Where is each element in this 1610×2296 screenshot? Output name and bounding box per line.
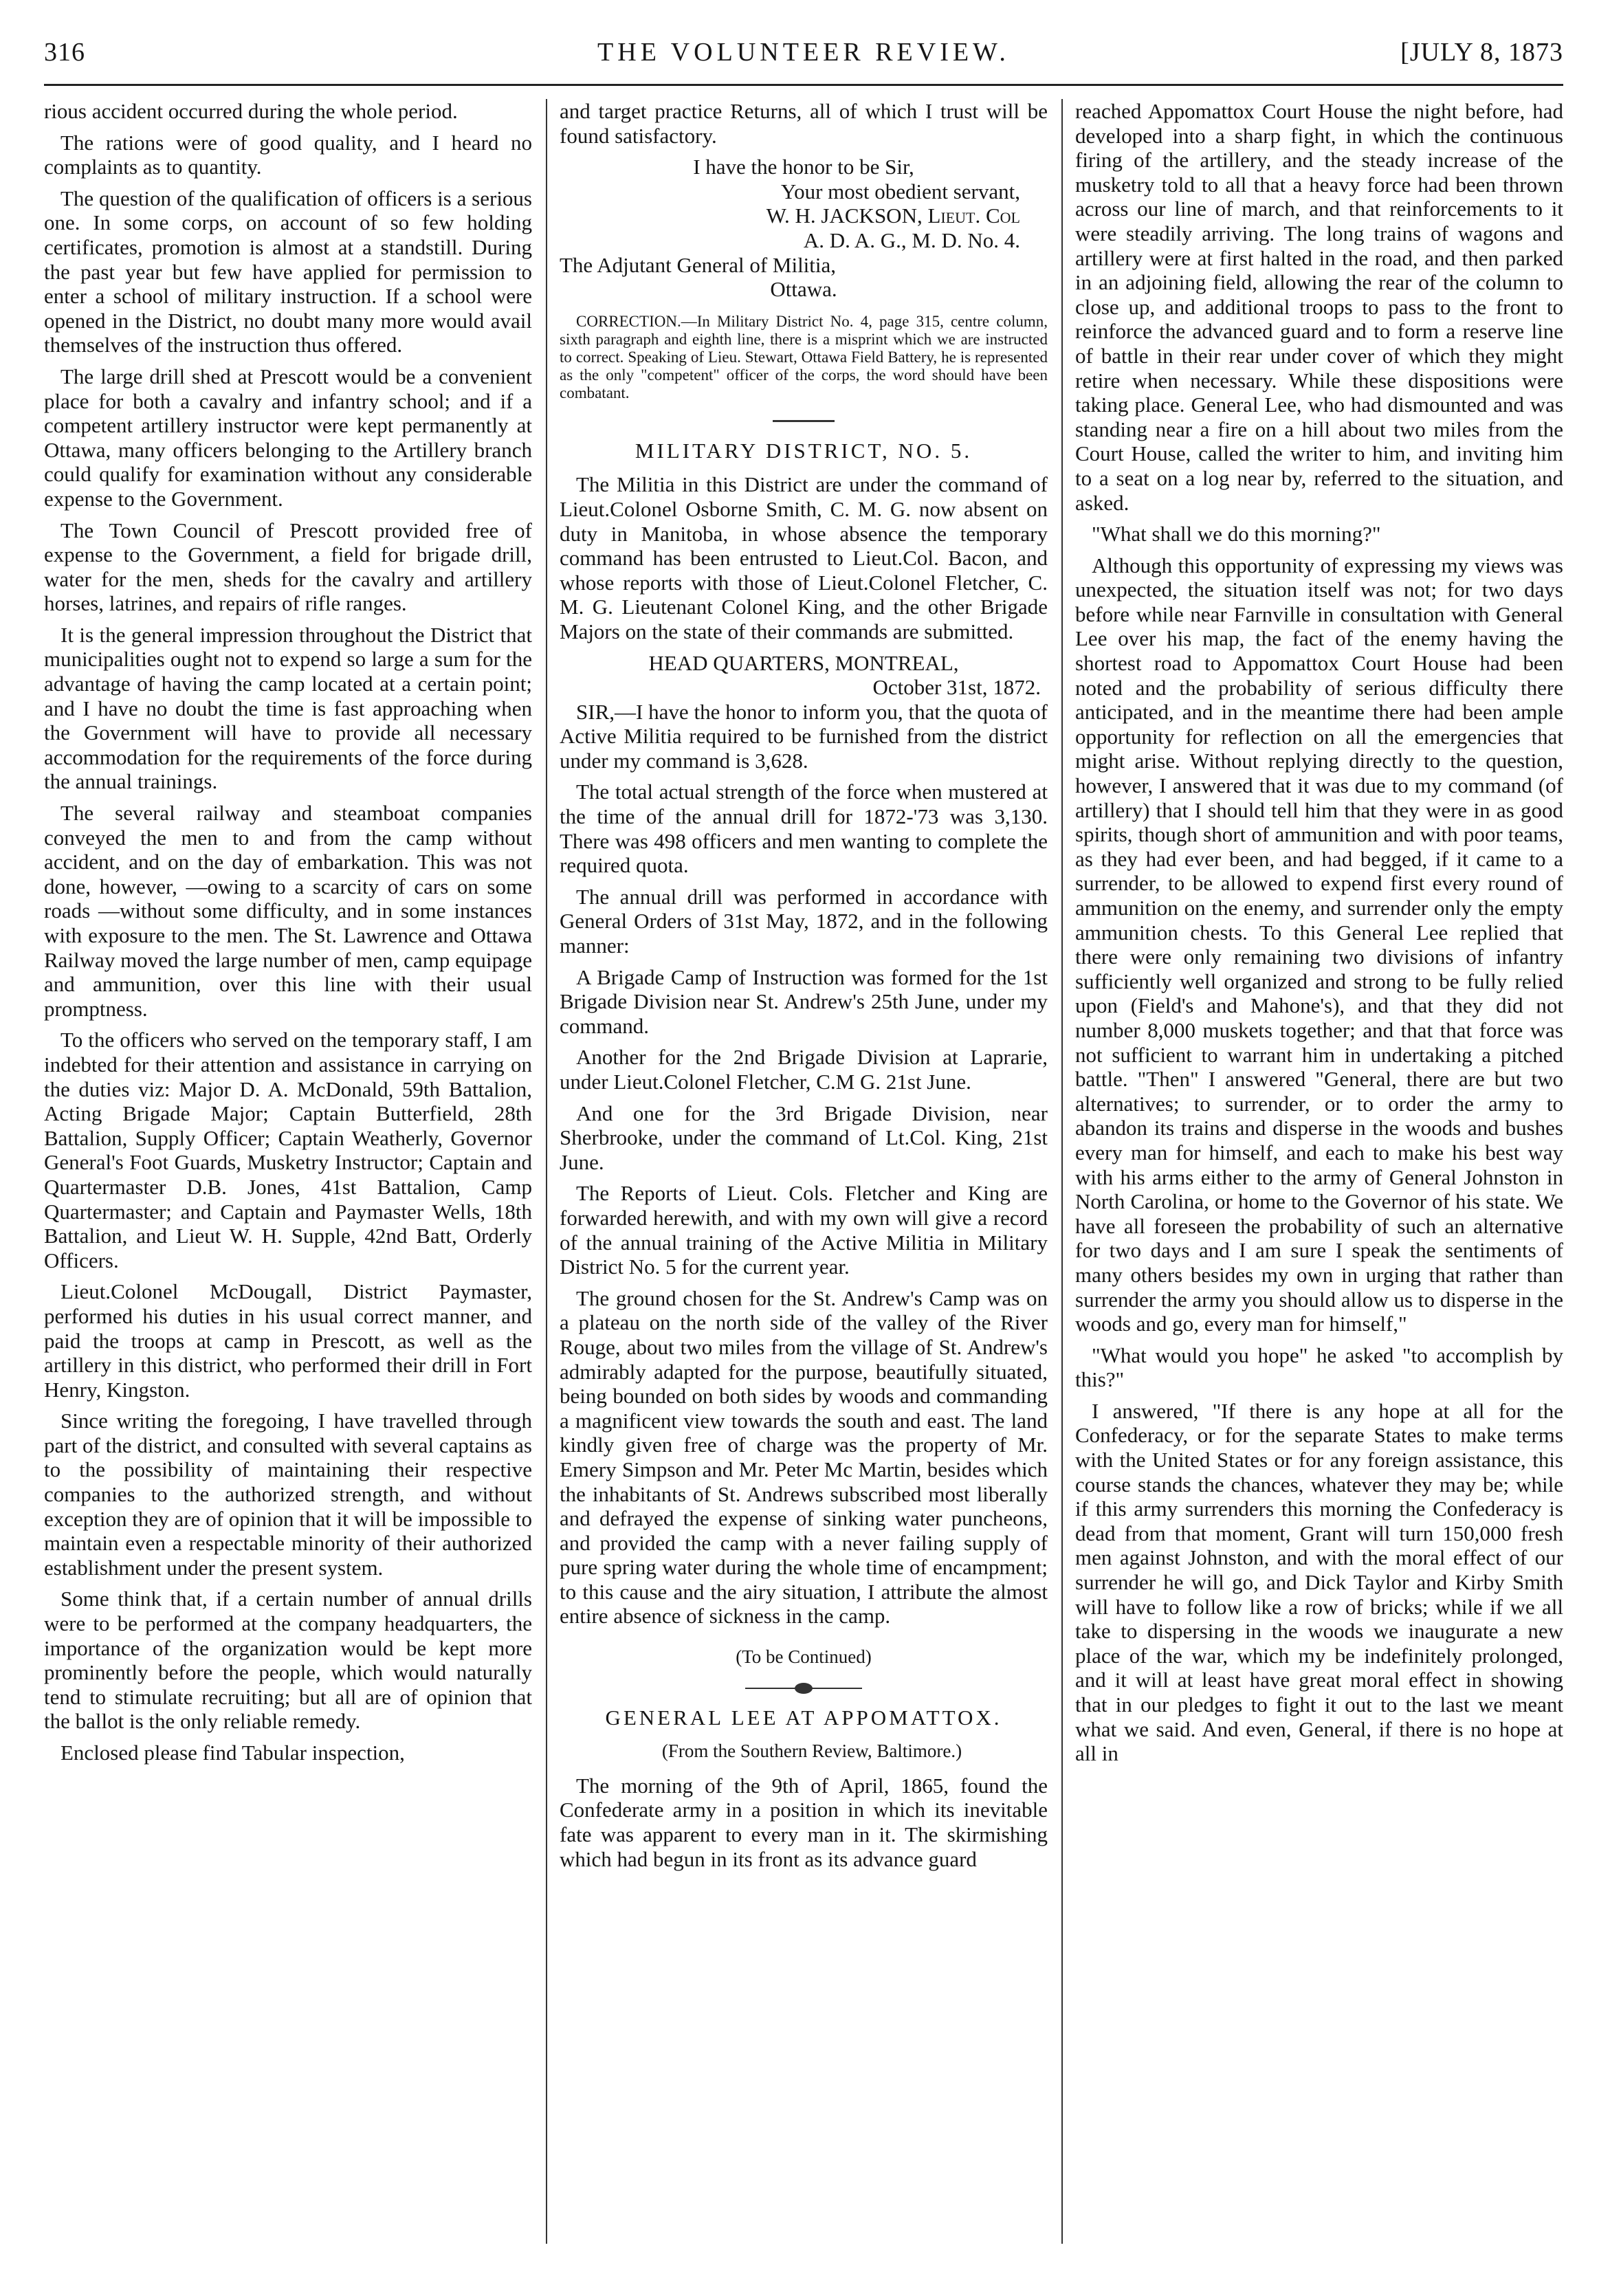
section-divider [773,420,835,422]
article-divider [745,1688,862,1689]
column-2 [560,99,1048,2258]
newspaper-page [44,36,1563,2263]
header-rule [44,84,1563,86]
letter-closing: I have the honor to be Sir, [693,155,914,179]
paragraph: The rations were of good quality, and I heard no complaints as to quantity. [44,130,532,179]
letter-addressee: The Adjutant General of Militia, [560,252,837,277]
paragraph: SIR,—I have the honor to inform you, that the quota of Active Militia required to be furnished from the district under my command is 3,628. [560,699,1048,773]
letter-city: Ottawa. [770,277,837,302]
paragraph: The Reports of Lieut. Cols. Fletcher and King are forwarded herewith, and with my own will give a record of the annual training of the Active Militia in Military District No. 5 for the current year. [560,1181,1048,1279]
paragraph: Enclosed please find Tabular inspection, [60,1741,405,1765]
page-title: THE VOLUNTEER REVIEW. [597,38,1010,67]
paragraph: I answered, "If there is any hope at all for the Confederacy, or for the separate States to make terms with the United States or for any foreign assistance, this course stands the chances, whatever they may be; while if this army surrenders this morning the Confederacy is dead from that moment, Grant will turn 150,000 fresh men against Johnston, and with the moral effect of our surrender he will go, and Dick Taylor and Kirby Smith will have to follow like a row of bricks; while if we all take to dispersing in the woods we inaugurate a new place of the war, which my be indefinitely prolonged, and it will at least have great moral effect in showing that in our pledges to fight it out to the last we meant what we said. And even, General, if there is no hope at all in [1075,1398,1563,1766]
article-title: GENERAL LEE AT APPOMATTOX. [605,1705,1002,1730]
paragraph: reached Appomattox Court House the night before, had developed into a sharp fight, in which the continuous firing of the artillery, and the steady increase of the musketry told to all that a heavy force had been thrown across our line of march, and that reinforcements to it were steadily arriving. The long trains of wagons and artillery were at first halted in the road, and then parked in an adjoining field, allowing the rear of the column to close up, and additional troops to pass to the front to reinforce the advanced guard and to form a reserve line of battle in their rear under cover of which they might retire when necessary. While these dispositions were taking place. General Lee, who had dismounted and was standing near a fire on a hill about two miles from the Court House, called the writer to him, and inviting him to a seat on a log near by, referred to the situation, and asked. [1075,99,1563,515]
paragraph: The large drill shed at Prescott would be a convenient place for both a cavalry and infantry school; and if a competent artillery instructor were kept permanently at Ottawa, many officers belonging to the Artillery branch could qualify for examination without any considerable expense to the Government. [44,364,532,511]
paragraph: It is the general impression throughout the District that municipalities ought not to expend so large a sum for the advantage of having the camp located at a certain point; and I have no doubt the time is fast approaching when the Government will have to provide all necessary accommodation for the requirements of the force during the annual trainings. [44,622,532,794]
paragraph: The total actual strength of the force when mustered at the time of the annual drill for 1872-'73 was 3,130. There was 498 officers and men wanting to complete the required quota. [560,780,1048,878]
paragraph: To the officers who served on the temporary staff, I am indebted for their attention and assistance in carrying on the duties viz: Major D. A. McDonald, 59th Battalion, Acting Brigade Major; Captain Butterfield, 28th Battalion, Supply Officer; Captain Weatherly, Governor General's Foot Guards, Musketry Instructor; Captain and Quartermaster D.B. Jones, 41st Battalion, Camp Quartermaster; and Captain and Paymaster Wells, 18th Battalion, and Lieut W. H. Supple, 42nd Batt, Orderly Officers. [44,1028,532,1272]
paragraph: Some think that, if a certain number of annual drills were to be performed at the company headquarters, the importance of the organization would be kept more prominently before the people, which would naturally tend to stimulate recruiting; but all are of opinion that the ballot is the only reliable remedy. [44,1587,532,1734]
letter-servant: Your most obedient servant, [780,179,1020,203]
correction-note: CORRECTION.—In Military District No. 4, page 315, centre column, sixth paragraph and eighth line, there is a misprint which we are instructed to correct. Speaking of Lieu. Stewart, Ottawa Field Battery, he is represented as the only "competent" officer of the corps, the word should have been combatant. [560,312,1048,401]
paragraph: The several railway and steamboat companies conveyed the men to and from the camp without accident, and on the day of embarkation. This was not done, however, —owing to a scarcity of cars on some roads —without some difficulty, and in some instances with exposure to the men. The St. Lawrence and Ottawa Railway moved the large number of men, camp equipage and ammunition, over this line with their usual promptness. [44,801,532,1021]
paragraph: and target practice Returns, all of which I trust will be found satisfactory. [560,99,1048,148]
paragraph: "What shall we do this morning?" [1092,522,1381,547]
paragraph: Although this opportunity of expressing my views was unexpected, the situation itself was not; for two days before while near Farnville in consultation with General Lee over his map, the fact of the enemy having the shortest road to Appomattox Court House had been noted and the probability of serious difficulty there anticipated, and in the meantime there had been ample opportunity for reflection on all the emergencies that might arise. Without replying directly to the question, however, I answered that it was due to my command (of artillery) that I should tell him that they were in as good spirits, though short of ammunition and with poor teams, as they had ever been, and had begged, if it came to a surrender, to be allowed to expend first every round of ammunition on the enemy, and surrender only the empty ammunition chests. To this General Lee replied that there were only remaining two divisions of infantry sufficiently well organized and strong to be fully relied upon (Field's and Mahone's), and that they did not number 8,000 muskets together; and that that force was not sufficient to warrant him in undertaking a pitched battle. "Then" I answered "General, there are but two alternatives; to surrender, or to order the army to abandon its trains and disperse in the woods and bushes every man for himself, and each to make his best way with his arms either to the army of General Johnston in North Carolina, or home to the Governor of his state. We have all foreseen the probability of such an alternative for two days and I am sure I speak the sentiments of many others besides my own in urging that rather than surrender the army you should allow us to disperse in the woods and go, every man for himself," [1075,553,1563,1336]
paragraph: A Brigade Camp of Instruction was formed for the 1st Brigade Division near St. Andrew's 25th June, under my command. [560,964,1048,1038]
paragraph: And one for the 3rd Brigade Division, near Sherbrooke, under the command of Lt.Col. King, 21st June. [560,1101,1048,1174]
issue-date: [JULY 8, 1873 [1400,38,1563,67]
continued-note: (To be Continued) [736,1646,872,1668]
paragraph: rious accident occurred during the whole period. [44,99,458,123]
paragraph: "What would you hope" he asked "to accomplish by this?" [1075,1343,1563,1392]
column-rule [1061,99,1063,2244]
column-3 [1075,99,1563,2258]
running-head [44,36,1563,77]
paragraph: Another for the 2nd Brigade Division at Laprarie, under Lieut.Colonel Fletcher, C.M G. 21st June. [560,1045,1048,1094]
article-source: (From the Southern Review, Baltimore.) [661,1741,962,1762]
letter-date: October 31st, 1872. [872,675,1041,700]
paragraph: Lieut.Colonel McDougall, District Paymaster, performed his duties in his usual correct manner, and paid the troops at camp in Prescott, as well as the artillery in this district, who performed their drill in Fort Henry, Kingston. [44,1279,532,1402]
column-1 [44,99,532,2258]
page-number: 316 [44,38,85,67]
paragraph: The morning of the 9th of April, 1865, found the Confederate army in a position in which its inevitable fate was apparent to every man in it. The skirmishing which had begun in its front as its advance guard [560,1773,1048,1871]
paragraph: Since writing the foregoing, I have travelled through part of the district, and consulted with several captains as to the possibility of maintaining their respective companies to the authorized strength, and without exception they are of opinion that it will be impossible to maintain even a respectable minority of their authorized establishment under the present system. [44,1409,532,1580]
paragraph: The ground chosen for the St. Andrew's Camp was on a plateau on the north side of the valley of the River Rouge, about two miles from the village of St. Andrew's admirably adapted for the purpose, beautifully situated, being bounded on both sides by woods and commanding a magnificent view towards the south and east. The land kindly given free of charge was the property of Mr. Emery Simpson and Mr. Peter Mc Martin, besides which the inhabitants of St. Andrews subscribed most liberally and defrayed the expense of sinking water puncheons, and provided the camp with a never failing supply of pure spring water during the whole time of encampment; to this cause and the airy situation, I attribute the almost entire absence of sickness in the camp. [560,1285,1048,1629]
paragraph: The annual drill was performed in accordance with General Orders of 31st May, 1872, and in the following manner: [560,884,1048,958]
letter-signature: W. H. JACKSON, Lieut. Col [766,203,1020,228]
letter-rank: A. D. A. G., M. D. No. 4. [803,228,1020,252]
letter-heading: HEAD QUARTERS, MONTREAL, [648,650,959,675]
paragraph: The Militia in this District are under the command of Lieut.Colonel Osborne Smith, C. M. G. now absent on duty in Manitoba, in whose absence the temporary command has been entrusted to Lieut.Col. Bacon, and whose reports with those of Lieut.Colonel Fletcher, C. M. G. Lieutenant Colonel King, and the other Brigade Majors on the state of their commands are submitted. [560,472,1048,643]
column-rule [546,99,547,2244]
paragraph: The question of the qualification of officers is a serious one. In some corps, on account of so few holding certificates, promotion is almost at a standstill. During the past year but few have applied for permission to enter a school of military instruction. If a school were opened in the District, no doubt many more would avail themselves of the instruction thus offered. [44,186,532,357]
section-title: MILITARY DISTRICT, NO. 5. [635,438,973,463]
paragraph: The Town Council of Prescott provided free of expense to the Government, a field for brigade drill, water for the men, sheds for the cavalry and artillery horses, latrines, and repairs of rifle ranges. [44,518,532,616]
